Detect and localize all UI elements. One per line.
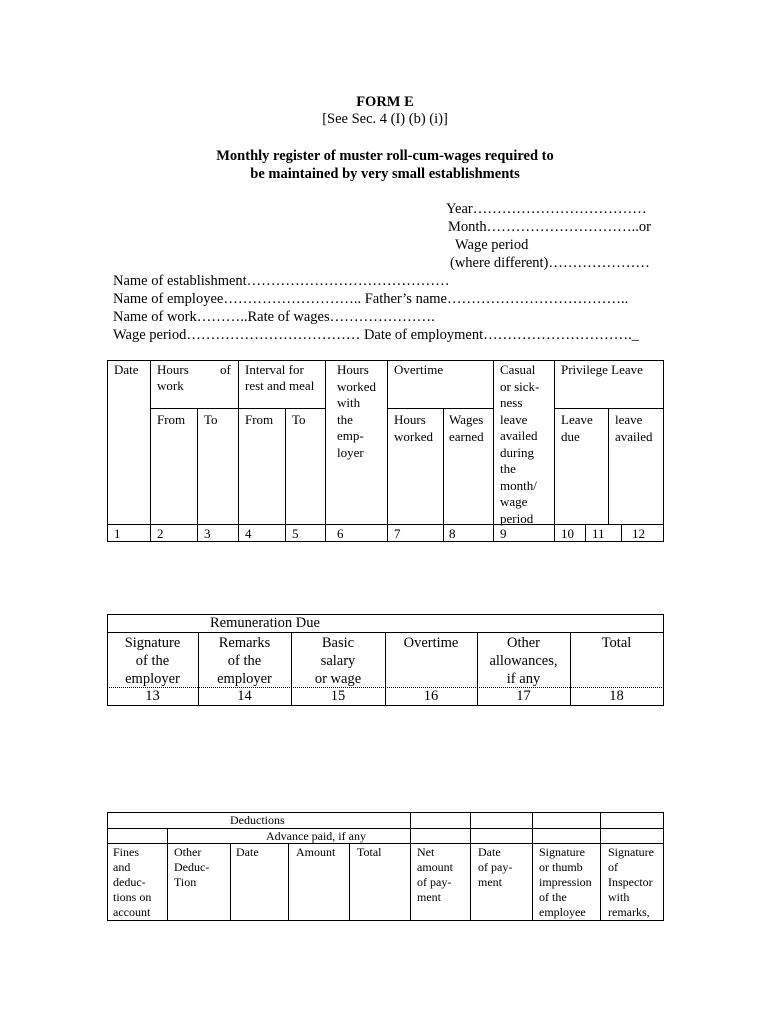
leave-availed-line: availed [615,428,653,444]
subtitle-line-2: be maintained by very small establishments [250,166,520,182]
col-num-2: 2 [157,526,164,541]
col-other-deductions [174,845,209,890]
fines-line: Fines [113,845,140,859]
ot-wages-line: Wages [449,412,484,427]
col-num-5: 5 [292,526,299,541]
col-leave-availed [615,412,653,445]
date-pay-line: of pay- [478,860,513,874]
col-signature-employer [107,634,198,688]
wage-period-field: Wage period……………………………… Date of employment…………………………._ [113,327,640,343]
remarks-line: employer [217,671,272,687]
establishment-field: Name of establishment…………………………………… [113,273,450,289]
casual-line: wage [500,494,528,509]
col-num-1: 1 [114,526,121,541]
col-num-11: 11 [592,526,605,541]
remarks-line: of the [227,653,262,669]
leave-due-line: due [561,428,580,444]
sig-emp-line: Signature [124,635,181,651]
casual-line: Casual [500,362,536,377]
sig-emp-line: of the [135,653,170,669]
col-advance-total: Total [357,845,382,859]
col-hours-of: of [220,362,231,377]
basic-line: salary [320,653,356,669]
col-hours-header: Hours [157,362,189,377]
casual-line: leave [500,411,528,427]
col-to-2: To [292,412,306,427]
form-title: FORM E [356,94,414,110]
casual-line: month/ [500,477,537,493]
date-pay-line: Date [478,845,501,859]
col-date-header: Date [114,362,139,377]
casual-line: during [500,444,534,460]
col-other-allowances [477,634,570,688]
hw-line: worked [337,378,376,394]
fines-line: and [113,860,131,874]
col-from-2: From [245,412,274,427]
col-num-3: 3 [204,526,211,541]
col-num-13: 13 [145,688,160,704]
casual-line: ness [500,395,523,410]
total-line: Total [601,635,632,651]
col-num-4: 4 [245,526,252,541]
col-to-1: To [204,412,218,427]
wage-period-label: Wage period [455,237,529,253]
work-field: Name of work………..Rate of wages…………………. [113,309,435,325]
net-line: of pay- [417,875,452,889]
allow-line: if any [506,671,541,687]
col-ot-hours [394,412,433,445]
casual-line: or sick- [500,378,540,394]
sig-insp-line: Signature [608,845,654,859]
col-num-12: 12 [632,526,645,541]
col-date-payment [478,845,512,890]
col-hours-worked [337,362,376,461]
advance-paid-header: Advance paid, if any [266,829,366,843]
ot-hours-line: worked [394,428,433,444]
col-advance-date: Date [236,845,259,859]
leave-due-line: Leave [561,412,593,427]
col-num-14: 14 [237,688,252,704]
col-interval-line-1: Interval for [245,362,304,377]
col-num-17: 17 [516,688,531,704]
section-reference: [See Sec. 4 (I) (b) (i)] [322,111,448,127]
col-num-8: 8 [449,526,456,541]
net-line: ment [417,890,441,904]
fines-line: account [113,905,151,919]
sig-insp-line: of [608,860,618,874]
col-casual-leave [500,362,539,527]
sig-insp-line: Inspector [608,875,653,889]
casual-line: the [500,461,516,476]
col-num-6: 6 [337,526,344,541]
ot-wages-line: earned [449,428,484,444]
col-interval-line-2: rest and meal [245,378,315,393]
sig-emp-line: employer [125,671,180,687]
month-field: Month…………………………..or [448,219,651,235]
subtitle-line-1: Monthly register of muster roll-cum-wages required to [216,148,554,164]
hw-line: Hours [337,362,369,377]
hw-line: emp- [337,428,364,443]
leave-availed-line: leave [615,412,643,427]
col-num-16: 16 [423,688,439,704]
col-total [570,634,663,652]
other-ded-line: Deduc- [174,860,210,874]
col-signature-thumb [539,845,592,920]
col-advance-amount: Amount [296,845,336,859]
col-overtime [385,634,477,652]
col-privilege-leave: Privilege Leave [561,362,643,377]
hw-line: the [337,411,353,427]
col-basic-salary [291,634,385,688]
ot-hours-line: Hours [394,412,426,427]
basic-line: or wage [314,671,362,687]
col-num-9: 9 [500,526,507,541]
net-line: Net [417,845,435,859]
col-work-header: work [157,378,184,393]
where-different-field: (where different)………………… [450,255,650,271]
sig-thumb-line: impression [539,875,592,889]
col-num-10: 10 [561,526,574,541]
date-pay-line: ment [478,875,502,889]
sig-thumb-line: of the [539,890,567,904]
fines-line: deduc- [113,875,146,889]
col-from-1: From [157,412,186,427]
sig-thumb-line: Signature [539,845,585,859]
col-ot-wages [449,412,484,445]
col-leave-due [561,412,593,445]
sig-insp-line: remarks, [608,905,650,919]
year-field: Year……………………………… [446,201,647,217]
employee-field: Name of employee……………………….. Father’s name……………………………….. [113,291,629,307]
col-remarks-employer [198,634,291,688]
col-num-7: 7 [394,526,401,541]
overtime-line: Overtime [403,635,459,651]
sig-thumb-line: employee [539,905,586,919]
fines-line: tions on [113,890,152,904]
col-num-18: 18 [609,688,624,704]
net-line: amount [417,860,453,874]
allow-line: Other [506,635,540,651]
casual-line: period [500,510,534,526]
hw-line: loyer [337,444,364,460]
other-ded-line: Other [174,845,202,859]
col-signature-inspector [608,845,654,920]
sig-thumb-line: or thumb [539,860,583,874]
remuneration-due-header: Remuneration Due [210,615,320,631]
casual-line: availed [500,428,538,443]
basic-line: Basic [321,635,355,651]
sig-insp-line: with [608,890,630,904]
other-ded-line: Tion [174,875,197,889]
col-overtime-header: Overtime [394,362,444,377]
col-fines [113,845,151,920]
col-num-15: 15 [330,688,346,704]
col-net-amount [417,845,453,905]
remarks-line: Remarks [218,635,271,651]
deductions-header: Deductions [230,813,285,827]
allow-line: allowances, [489,653,558,669]
hw-line: with [337,395,361,410]
